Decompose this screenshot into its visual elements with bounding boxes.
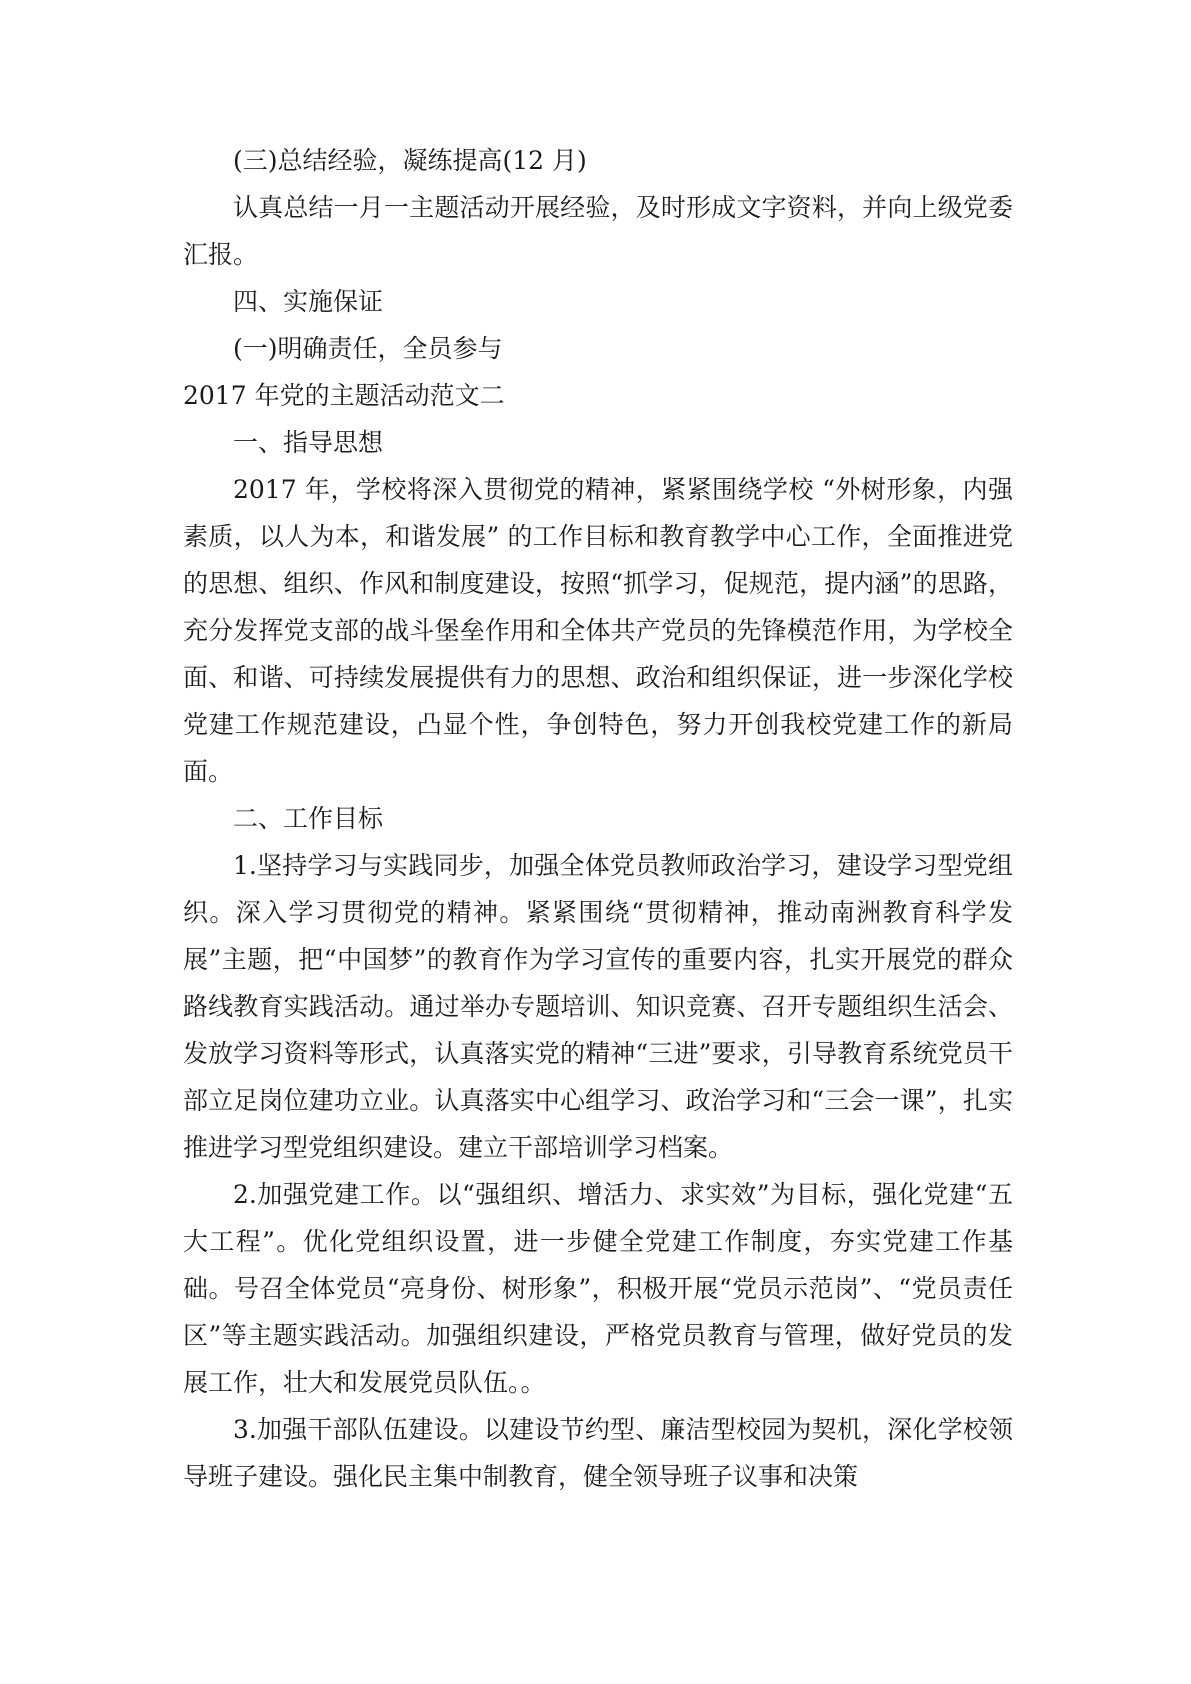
paragraph-summary-report: 认真总结一月一主题活动开展经验，及时形成文字资料，并向上级党委汇报。 [183, 193, 1013, 269]
document-body [183, 137, 1013, 1500]
document-title: 2017 年党的主题活动范文二 [183, 381, 505, 410]
section-heading-implementation: 四、实施保证 [233, 287, 384, 316]
section-heading-guiding-thought: 一、指导思想 [233, 428, 384, 457]
paragraph-goal-1: 1.坚持学习与实践同步，加强全体党员教师政治学习，建设学习型党组织。深入学习贯彻党的精神。紧紧围绕“贯彻精神，推动南洲教育科学发展”主题，把“中国梦”的教育作为学习宣传的重要内容，扎实开展党的群众路线教育实践活动。通过举办专题培训、知识竞赛、召开专题组织生活会、发放学习资料等形式，认真落实党的精神“三进”要求，引导教育系统党员干部立足岗位建功立业。认真落实中心组学习、政治学习和“三会一课”，扎实推进学习型党组织建设。建立干部培训学习档案。 [183, 851, 1013, 1162]
subsection-heading-summary: (三)总结经验，凝练提高(12 月) [233, 146, 587, 175]
paragraph-guiding-thought: 2017 年，学校将深入贯彻党的精神，紧紧围绕学校 “外树形象，内强素质，以人为本，和谐发展” 的工作目标和教育教学中心工作，全面推进党的思想、组织、作风和制度建设，按照“抓学习，促规范，提内涵”的思路，充分发挥党支部的战斗堡垒作用和全体共产党员的先锋模范作用，为学校全面、和谐、可持续发展提供有力的思想、政治和组织保证，进一步深化学校党建工作规范建设，凸显个性，争创特色，努力开创我校党建工作的新局面。 [183, 475, 1013, 786]
paragraph-goal-3: 3.加强干部队伍建设。以建设节约型、廉洁型校园为契机，深化学校领导班子建设。强化民主集中制教育，健全领导班子议事和决策 [183, 1415, 1013, 1491]
paragraph-goal-2: 2.加强党建工作。以“强组织、增活力、求实效”为目标，强化党建“五大工程”。优化党组织设置，进一步健全党建工作制度，夯实党建工作基础。号召全体党员“亮身份、树形象”，积极开展“党员示范岗”、“党员责任区”等主题实践活动。加强组织建设，严格党员教育与管理，做好党员的发展工作，壮大和发展党员队伍。。 [183, 1180, 1013, 1397]
subsection-heading-responsibility: (一)明确责任，全员参与 [233, 334, 503, 363]
section-heading-work-goals: 二、工作目标 [233, 804, 384, 833]
